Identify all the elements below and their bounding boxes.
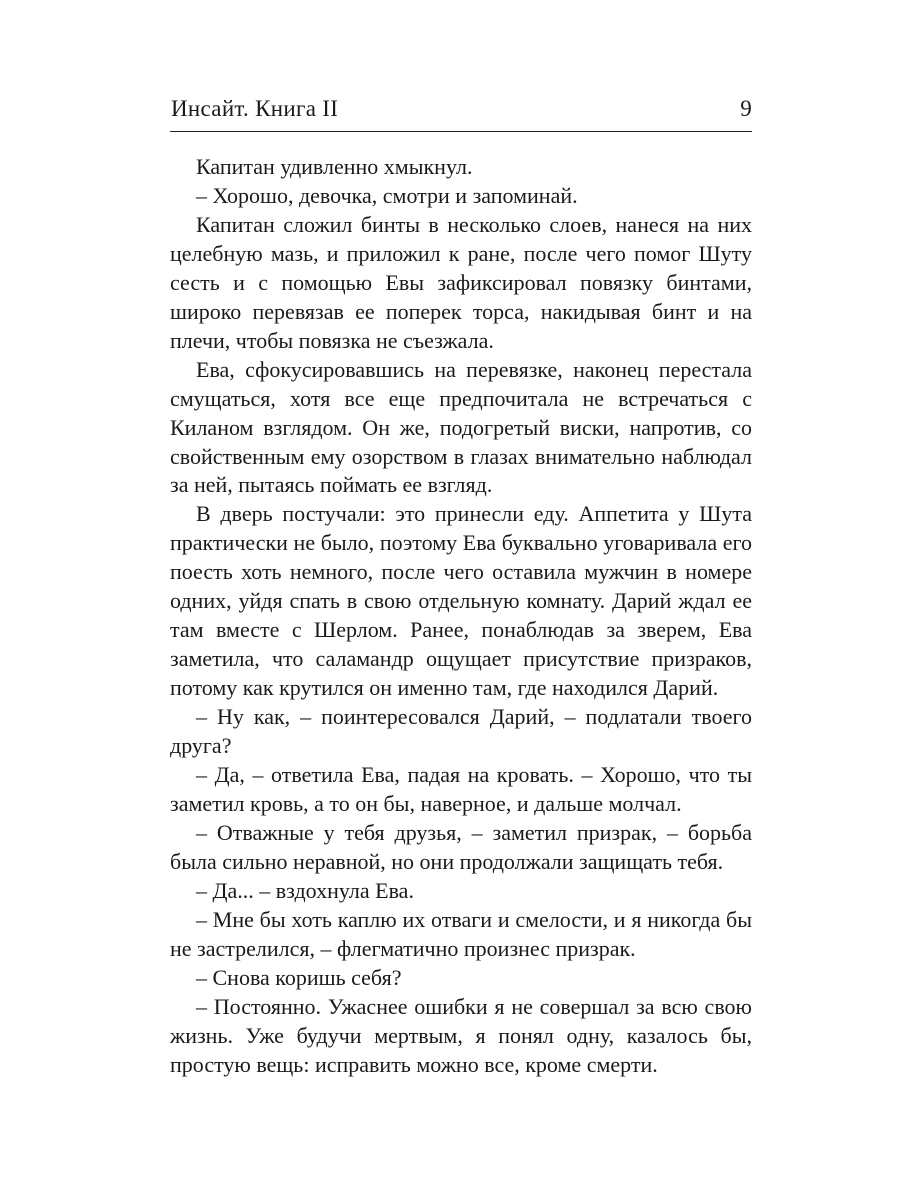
paragraph: – Ну как, – поинтересовался Дарий, – подлатали твоего друга? (170, 704, 752, 759)
body-text (170, 153, 752, 1080)
paragraph: – Постоянно. Ужаснее ошибки я не совершал за всю свою жизнь. Уже будучи мертвым, я понял одну, казалось бы, простую вещь: исправить можно все, кроме смерти. (170, 993, 752, 1077)
paragraph: – Да, – ответила Ева, падая на кровать. – Хорошо, что ты заметил кровь, а то он бы, наверное, и дальше молчал. (170, 762, 752, 816)
paragraph: – Хорошо, девочка, смотри и запоминай. (196, 182, 578, 208)
paragraph: В дверь постучали: это принесли еду. Аппетита у Шута практически не было, поэтому Ева буквально уговаривала его поесть хоть немного, после чего оставила мужчин в номере одних, уйдя спать в свою отдельную комнату. Дарий ждал ее там вместе с Шерлом. Ранее, понаблюдав за зверем, Ева заметила, что саламандр ощущает присутствие призраков, потому как крутился он именно там, где находился Дарий. (170, 501, 752, 701)
running-title: Инсайт. Книга II (171, 96, 339, 121)
running-head (170, 96, 752, 126)
paragraph: – Отважные у тебя друзья, – заметил призрак, – борьба была сильно неравной, но они продолжали защищать тебя. (170, 819, 752, 874)
paragraph: – Мне бы хоть каплю их отваги и смелости, и я никогда бы не застрелился, – флегматично произнес призрак. (170, 906, 752, 961)
paragraph: – Да... – вздохнула Ева. (196, 877, 414, 903)
paragraph: Ева, сфокусировавшись на перевязке, наконец перестала смущаться, хотя все еще предпочитала не встречаться с Киланом взглядом. Он же, подогретый виски, напротив, со свойственным ему озорством в глазах внимательно наблюдал за ней, пытаясь поймать ее взгляд. (170, 356, 752, 498)
paragraph: – Снова коришь себя? (196, 964, 402, 990)
header-divider (170, 131, 752, 132)
page-number: 9 (740, 96, 752, 121)
paragraph: Капитан сложил бинты в несколько слоев, нанеся на них целебную мазь, и приложил к ране, после чего помог Шуту сесть и с помощью Евы зафиксировал повязку бинтами, широко перевязав ее поперек торса, накидывая бинт и на плечи, чтобы повязка не съезжала. (170, 211, 752, 353)
paragraph: Капитан удивленно хмыкнул. (196, 154, 473, 179)
